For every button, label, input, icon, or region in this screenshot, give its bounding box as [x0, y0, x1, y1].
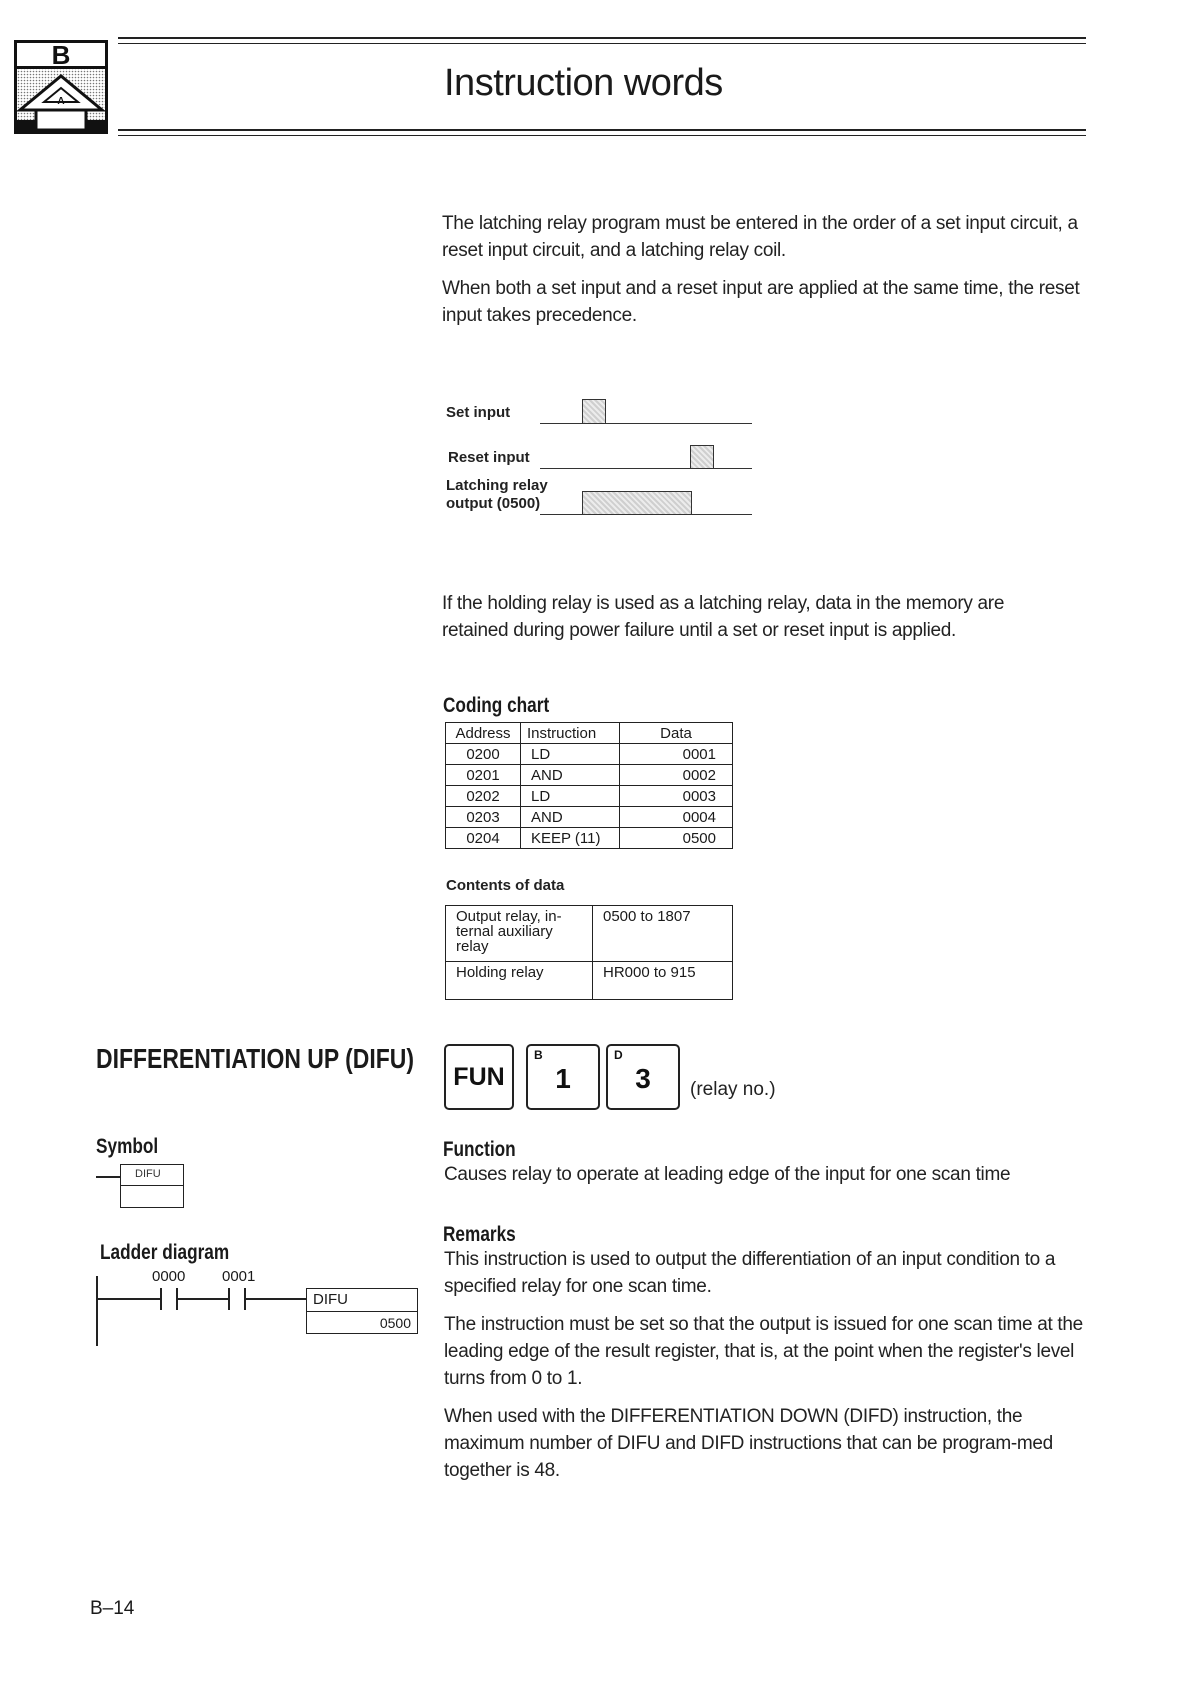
address-cell: 0202: [446, 786, 521, 807]
ladder-heading: Ladder diagram: [100, 1241, 230, 1264]
header-rule-top-2: [118, 43, 1086, 44]
holding-relay-note: If the holding relay is used as a latching relay, data in the memory are retained during power failure until a set or reset input is applied.: [442, 593, 1005, 641]
ladder-diagram: [96, 1268, 426, 1348]
logo-letter-a: A: [57, 96, 65, 107]
symbol-box: [120, 1164, 184, 1208]
instruction-cell: AND: [521, 765, 620, 786]
reset-input-label: Reset input: [448, 449, 530, 466]
contents-heading: Contents of data: [446, 877, 565, 894]
table-row: [446, 962, 733, 1000]
rung-line-1: [96, 1298, 160, 1300]
symbol-text: DIFU: [135, 1168, 161, 1180]
intro-paragraph-2: When both a set input and a reset input are applied at the same time, the reset input takes precedence.: [442, 278, 1080, 326]
reset-input-line: [540, 468, 752, 469]
coding-chart-heading: Coding chart: [443, 694, 550, 717]
column-header-instruction: Instruction: [521, 723, 620, 744]
instruction-cell: LD: [521, 744, 620, 765]
remarks-paragraph-2: The instruction must be set so that the output is issued for one scan time at the leading edge of the result register, that is, at the point when the register's level turns from 0 to 1.: [444, 1314, 1083, 1389]
table-row: [446, 906, 733, 962]
difu-box-label: DIFU: [313, 1291, 348, 1308]
key-3-corner-label: D: [614, 1048, 623, 1062]
set-input-label: Set input: [446, 404, 511, 421]
fun-key-label: FUN: [453, 1063, 505, 1091]
reset-input-pulse: [690, 445, 714, 469]
table-row: [446, 807, 733, 828]
fun-key: [444, 1044, 514, 1110]
page-number: B–14: [90, 1598, 135, 1619]
remarks-paragraph-3: When used with the DIFFERENTIATION DOWN (DIFD) instruction, the maximum number of DIFU and DIFD instructions that can be program-med together is 48.: [444, 1406, 1053, 1481]
difu-box-relay: 0500: [379, 1315, 411, 1331]
rung-line-2: [178, 1298, 228, 1300]
remarks-paragraph-1: This instruction is used to output the differentiation of an input condition to a specified relay for one scan time.: [444, 1249, 1056, 1297]
contents-range-cell: 0500 to 1807: [593, 906, 733, 962]
set-input-line: [540, 423, 752, 424]
logo-letter-b: B: [51, 40, 71, 70]
header-rule-bottom-2: [118, 135, 1086, 136]
contact-0001-icon: [228, 1288, 246, 1310]
contents-type-cell: Output relay, in- ternal auxiliary relay: [446, 906, 593, 962]
data-cell: 0004: [620, 807, 733, 828]
page-title: Instruction words: [444, 62, 723, 104]
key-3-label: 3: [635, 1063, 651, 1094]
table-row: [446, 828, 733, 849]
symbol-lead-line: [96, 1176, 120, 1178]
contents-type-cell: Holding relay: [446, 962, 593, 1000]
difu-output-box: [306, 1288, 418, 1334]
contents-range-cell: HR000 to 915: [593, 962, 733, 1000]
header-rule-top-1: [118, 37, 1086, 39]
table-row: [446, 744, 733, 765]
difu-symbol: [96, 1164, 192, 1214]
section-title-difu: DIFFERENTIATION UP (DIFU): [96, 1043, 415, 1074]
function-text: Causes relay to operate at leading edge of the input for one scan time: [444, 1164, 1011, 1185]
table-row: [446, 765, 733, 786]
address-cell: 0201: [446, 765, 521, 786]
instruction-cell: AND: [521, 807, 620, 828]
symbol-heading: Symbol: [96, 1135, 159, 1158]
instruction-cell: LD: [521, 786, 620, 807]
coding-chart-table: [445, 722, 733, 849]
set-input-pulse: [582, 399, 606, 424]
key-1-corner-label: B: [534, 1048, 543, 1062]
key-1: [526, 1044, 600, 1110]
key-3: [606, 1044, 680, 1110]
output-label-line-2: output (0500): [446, 495, 541, 512]
address-cell: 0200: [446, 744, 521, 765]
address-cell: 0204: [446, 828, 521, 849]
rung-line-3: [246, 1298, 306, 1300]
instruction-cell: KEEP (11): [521, 828, 620, 849]
key-1-label: 1: [555, 1063, 571, 1094]
contact-label-0001: 0001: [222, 1268, 256, 1285]
address-cell: 0203: [446, 807, 521, 828]
contents-table: [445, 905, 733, 1000]
output-pulse: [582, 491, 692, 515]
data-cell: 0500: [620, 828, 733, 849]
ladder-left-rail: [96, 1276, 98, 1346]
header-logo: [14, 40, 108, 134]
column-header-address: Address: [446, 723, 521, 744]
header-rule-bottom-1: [118, 129, 1086, 131]
key-note: (relay no.): [690, 1079, 776, 1100]
data-cell: 0003: [620, 786, 733, 807]
output-label-line-1: Latching relay: [446, 477, 548, 494]
coding-chart-header-row: [446, 723, 733, 744]
contact-label-0000: 0000: [152, 1268, 186, 1285]
column-header-data: Data: [620, 723, 733, 744]
table-row: [446, 786, 733, 807]
intro-paragraph-1: The latching relay program must be entered in the order of a set input circuit, a reset input circuit, and a latching relay coil.: [442, 213, 1078, 261]
ba-logo-icon: [14, 40, 108, 134]
function-heading: Function: [443, 1138, 516, 1161]
data-cell: 0001: [620, 744, 733, 765]
remarks-heading: Remarks: [443, 1223, 516, 1246]
timing-chart: [446, 395, 766, 525]
contact-0000-icon: [160, 1288, 178, 1310]
data-cell: 0002: [620, 765, 733, 786]
